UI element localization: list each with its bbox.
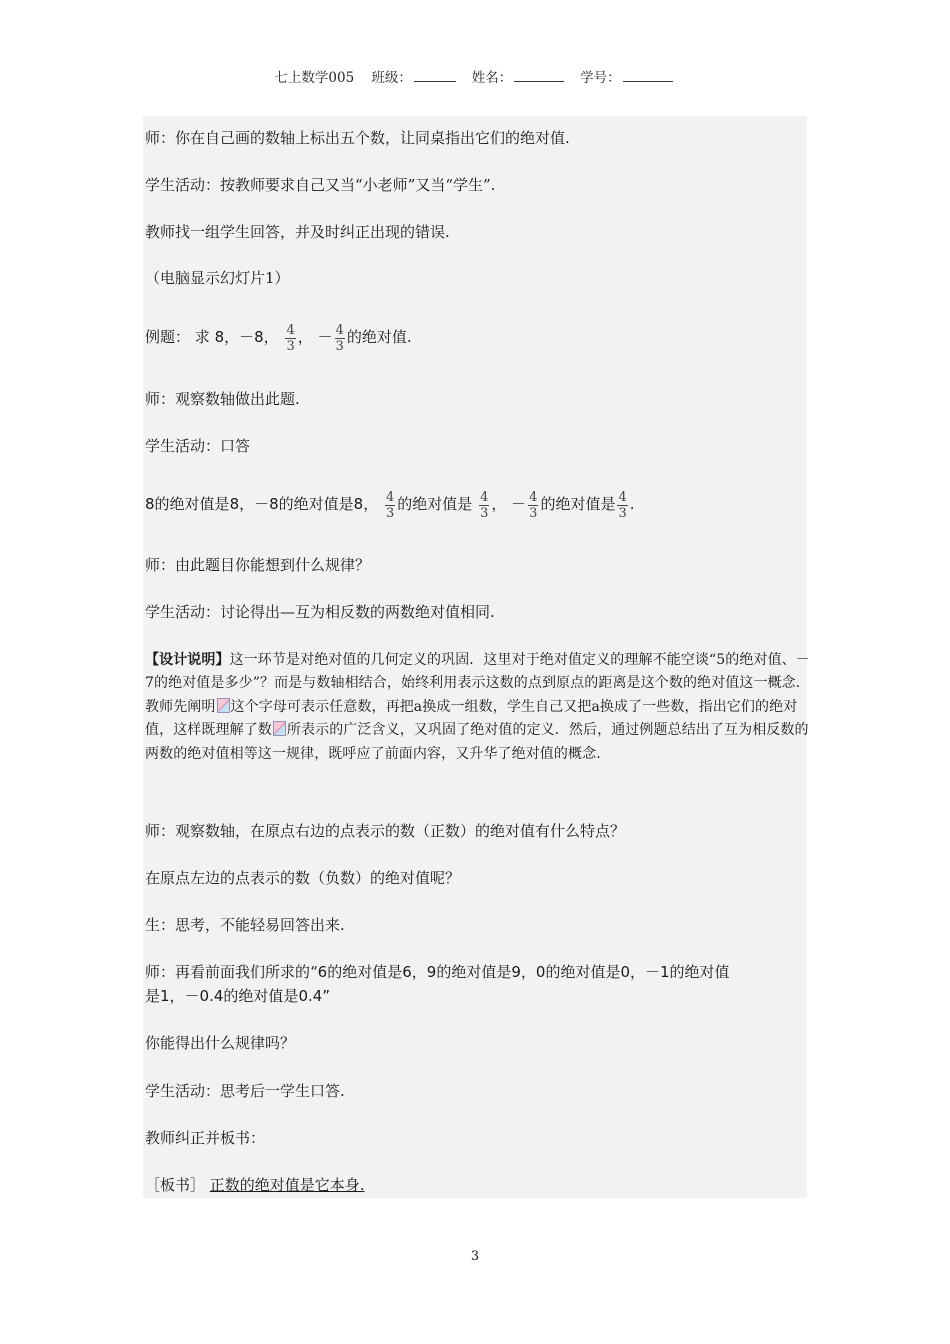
text-line: 师：观察数轴，在原点右边的点表示的数（正数）的绝对值有什么特点？ bbox=[145, 822, 626, 840]
text-line: 学生活动：按教师要求自己又当“小老师”又当“学生”. bbox=[145, 176, 496, 194]
example-suffix: 的绝对值. bbox=[346, 328, 412, 346]
page-number: 3 bbox=[470, 1249, 480, 1264]
example-values: 8，－8， bbox=[214, 328, 279, 346]
fraction-4-3: $\frac{4}{3}$ bbox=[618, 489, 627, 521]
text-line: 是1，－0.4的绝对值是0.4” bbox=[145, 987, 331, 1005]
fraction-4-3: $\frac{4}{3}$ bbox=[529, 489, 538, 521]
header-title: 七上数学005 bbox=[274, 70, 355, 86]
example-label: 例题： 求 bbox=[145, 328, 210, 346]
id-blank bbox=[623, 69, 673, 82]
variable-a-image-icon bbox=[217, 698, 230, 713]
text-line: 师：你在自己画的数轴上标出五个数，让同桌指出它们的绝对值. bbox=[145, 129, 570, 147]
minus-sign: － bbox=[317, 328, 333, 346]
fraction-4-3: $\frac{4}{3}$ bbox=[480, 489, 489, 521]
text-line: 在原点左边的点表示的数（负数）的绝对值呢？ bbox=[145, 869, 461, 887]
comma: ， bbox=[297, 328, 313, 346]
text-line: 学生活动：讨论得出—互为相反数的两数绝对值相同. bbox=[145, 603, 495, 621]
text-line: 你能得出什么规律吗？ bbox=[145, 1034, 296, 1052]
text-line: 生：思考，不能轻易回答出来. bbox=[145, 916, 345, 934]
text-line: 师：再看前面我们所求的“6的绝对值是6，9的绝对值是9，0的绝对值是0，－1的绝对值 bbox=[145, 963, 730, 981]
board-writing bbox=[145, 1175, 365, 1195]
fraction-4-3: $\frac{4}{3}$ bbox=[335, 322, 344, 354]
text-line: 教师找一组学生回答，并及时纠正出现的错误. bbox=[145, 223, 450, 241]
variable-a-image-icon bbox=[273, 721, 286, 736]
fraction-4-3: $\frac{4}{3}$ bbox=[386, 489, 395, 521]
example-line bbox=[145, 318, 412, 356]
class-label: 班级： bbox=[371, 70, 412, 86]
slide-note: （电脑显示幻灯片1） bbox=[145, 269, 290, 287]
answer-line: 8的绝对值是8，－8的绝对值是8， $\frac{4}{3}$ 的绝对值是 $\frac{4}{3}$ ， － $\frac{4}{3}$ 的绝对值是 $\frac{4}{3}$ . bbox=[145, 489, 635, 521]
board-label: ［板书］ bbox=[145, 1176, 206, 1194]
design-bracket: 【设计说明】 bbox=[145, 652, 230, 668]
text-line: 教师纠正并板书： bbox=[145, 1129, 266, 1147]
text-line: 学生活动：思考后一学生口答. bbox=[145, 1082, 345, 1100]
board-text: 正数的绝对值是它本身. bbox=[209, 1176, 365, 1194]
fraction-4-3: $\frac{4}{3}$ bbox=[286, 322, 295, 354]
page-header bbox=[0, 66, 950, 86]
class-blank bbox=[414, 69, 456, 82]
design-note: 【设计说明】这一环节是对绝对值的几何定义的巩固．这里对于绝对值定义的理解不能空谈“5的绝对值、－7的绝对值是多少”？而是与数轴相结合，始终利用表示这数的点到原点的距离是这个数的绝对值这一概念．教师先阐明 这个字母可表示任意数，再把a换成一组数，学生自己又把a换成了一些数，指出它们的绝对值，这样既理解了数 所表示的广泛含义，又巩固了绝对值的定义．然后，通过例题总结出了互为相反数的两数的绝对值相等这一规律，既呼应了前面内容，又升华了绝对值的概念. bbox=[145, 652, 810, 762]
text-line: 师：观察数轴做出此题. bbox=[145, 390, 300, 408]
id-label: 学号： bbox=[580, 70, 621, 86]
text-line: 学生活动：口答 bbox=[145, 437, 251, 455]
text-line: 师：由此题目你能想到什么规律？ bbox=[145, 556, 371, 574]
name-blank bbox=[514, 69, 564, 82]
name-label: 姓名： bbox=[471, 70, 513, 86]
